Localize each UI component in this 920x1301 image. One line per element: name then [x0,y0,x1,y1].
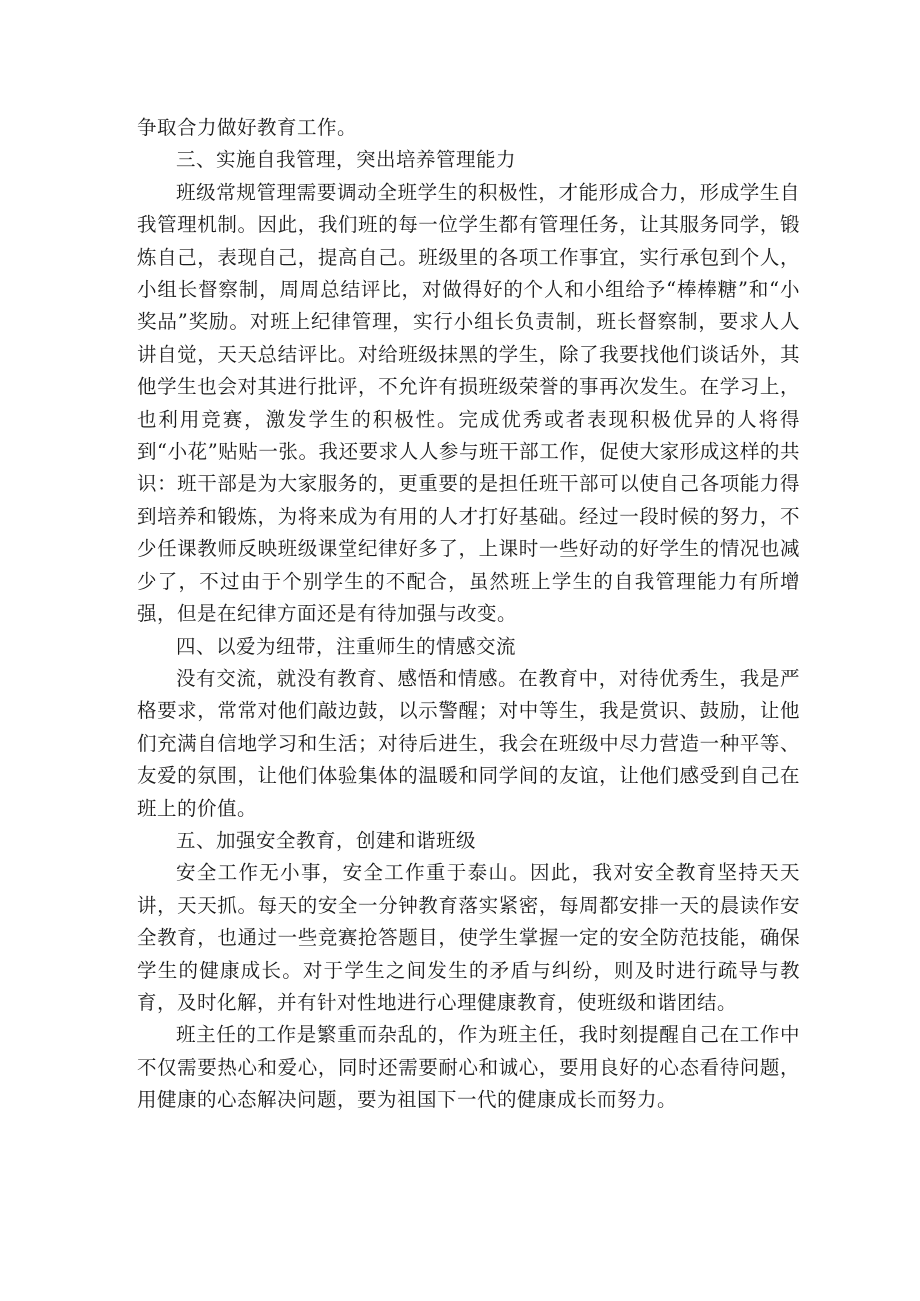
paragraph-safety-education: 安全工作无小事，安全工作重于泰山。因此，我对安全教育坚持天天讲，天天抓。每天的安全一分钟教育落实紧密，每周都安排一天的晨读作安全教育，也通过一些竞赛抢答题目，使学生掌握一定的安全防范技能，确保学生的健康成长。对于学生之间发生的矛盾与纠纷，则及时进行疏导与教育，及时化解，并有针对性地进行心理健康教育，使班级和谐团结。 [137,861,800,1014]
section-heading-4: 四、以爱为纽带，注重师生的情感交流 [176,634,517,658]
document-body [137,112,800,1117]
section-heading-3: 三、实施自我管理，突出培养管理能力 [176,148,517,172]
paragraph-self-management: 班级常规管理需要调动全班学生的积极性，才能形成合力，形成学生自我管理机制。因此，我们班的每一位学生都有管理任务，让其服务同学，锻炼自己，表现自己，提高自己。班级里的各项工作事宜，实行承包到个人，小组长督察制，周周总结评比，对做得好的个人和小组给予“棒棒糖”和“小奖品”奖励。对班上纪律管理，实行小组长负责制，班长督察制，要求人人讲自觉，天天总结评比。对给班级抹黑的学生，除了我要找他们谈话外，其他学生也会对其进行批评，不允许有损班级荣誉的事再次发生。在学习上，也利用竞赛，激发学生的积极性。完成优秀或者表现积极优异的人将得到“小花”贴贴一张。我还要求人人参与班干部工作，促使大家形成这样的共识：班干部是为大家服务的，更重要的是担任班干部可以使自己各项能力得到培养和锻炼，为将来成为有用的人才打好基础。经过一段时候的努力，不少任课教师反映班级课堂纪律好多了，上课时一些好动的好学生的情况也减少了，不过由于个别学生的不配合，虽然班上学生的自我管理能力有所增强，但是在纪律方面还是有待加强与改变。 [137,180,800,626]
paragraph-continuation: 争取合力做好教育工作。 [137,116,358,139]
paragraph-emotional-exchange: 没有交流，就没有教育、感悟和情感。在教育中，对待优秀生，我是严格要求，常常对他们敲边鼓，以示警醒；对中等生，我是赏识、鼓励，让他们充满自信地学习和生活；对待后进生，我会在班级中尽力营造一种平等、友爱的氛围，让他们体验集体的温暖和同学间的友谊，让他们感受到自己在班上的价值。 [137,666,800,820]
section-heading-5: 五、加强安全教育，创建和谐班级 [176,828,477,852]
paragraph-conclusion: 班主任的工作是繁重而杂乱的，作为班主任，我时刻提醒自己在工作中不仅需要热心和爱心，同时还需要耐心和诚心，要用良好的心态看待问题，用健康的心态解决问题，要为祖国下一代的健康成长而努力。 [137,1023,800,1112]
